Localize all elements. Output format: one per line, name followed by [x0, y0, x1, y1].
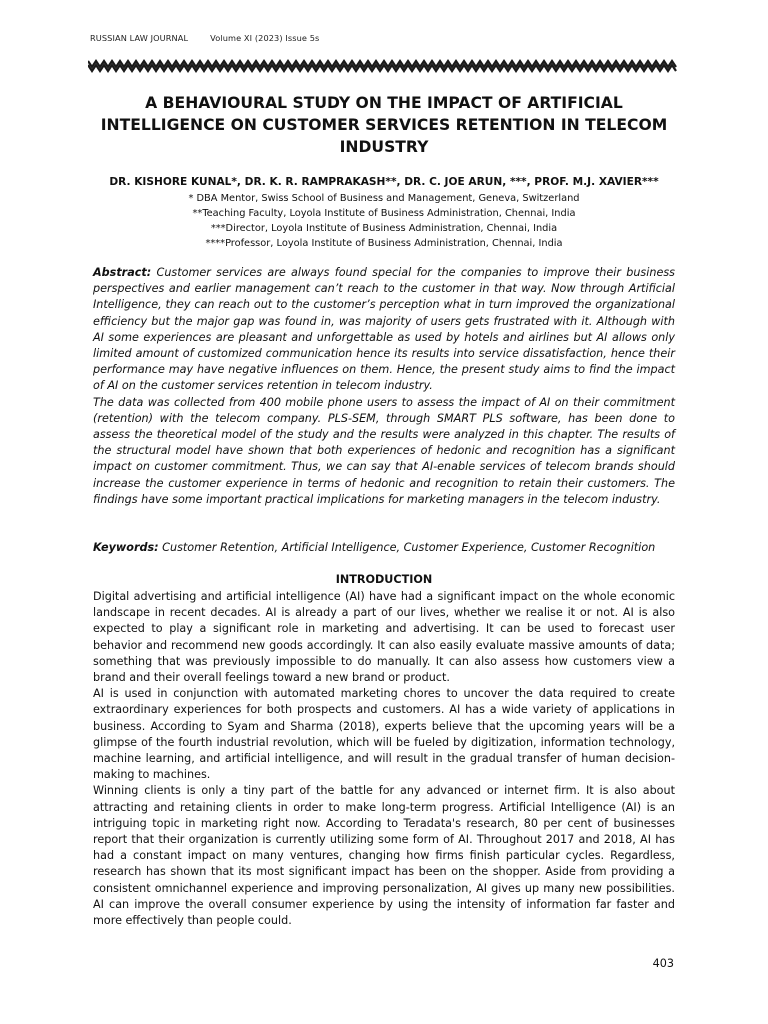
affiliations	[92, 191, 676, 251]
body-paragraph: AI is used in conjunction with automated marketing chores to uncover the data required to create extraordinary experiences for both prospects and customers. AI has a wide variety of applications in business. According to Syam and Sharma (2018), experts believe that the upcoming years will be a glimpse of the fourth industrial revolution, which will be fueled by digitization, information technology, machine learning, and artificial intelligence, and will result in the gradual transfer of human decision-making to machines.	[93, 687, 675, 782]
affiliation-line: **Teaching Faculty, Loyola Institute of Business Administration, Chennai, India	[192, 208, 576, 219]
affiliation-line: ****Professor, Loyola Institute of Business Administration, Chennai, India	[205, 238, 563, 249]
journal-name: RUSSIAN LAW JOURNAL	[90, 33, 189, 43]
affiliation-line: * DBA Mentor, Swiss School of Business and Management, Geneva, Switzerland	[188, 193, 580, 204]
abstract-section	[93, 265, 675, 508]
affiliation-line: ***Director, Loyola Institute of Business Administration, Chennai, India	[210, 223, 558, 234]
keywords-text: Customer Retention, Artificial Intelligence, Customer Experience, Customer Recognition	[158, 541, 656, 554]
author-list: DR. KISHORE KUNAL*, DR. K. R. RAMPRAKASH**, DR. C. JOE ARUN, ***, PROF. M.J. XAVIER***	[109, 176, 659, 188]
keywords-label: Keywords:	[93, 541, 159, 554]
abstract-paragraph	[93, 265, 675, 395]
paper-title: A BEHAVIOURAL STUDY ON THE IMPACT OF ARTIFICIAL INTELLIGENCE ON CUSTOMER SERVICES RETENTION IN TELECOM INDUSTRY	[100, 94, 668, 156]
zigzag-divider-icon	[88, 58, 678, 74]
section-heading-introduction: INTRODUCTION	[335, 573, 433, 586]
abstract-label: Abstract:	[93, 266, 152, 279]
page-number: 403	[652, 957, 674, 970]
body-paragraph: Winning clients is only a tiny part of the battle for any advanced or internet firm. It is also about attracting and retaining clients in order to make long-term progress. Artificial Intelligence (AI) is an intriguing topic in marketing right now. According to Teradata's research, 80 per cent of businesses report that their organization is currently utilizing some form of AI. Throughout 2017 and 2018, AI has had a constant impact on many ventures, changing how firms finish particular cycles. Regardless, research has shown that its most significant impact has been on the shopper. Aside from providing a consistent omnichannel experience and improving personalization, AI gives up many new possibilities. AI can improve the overall consumer experience by using the intensity of information far faster and more effectively than people could.	[93, 784, 675, 928]
abstract-paragraph: The data was collected from 400 mobile phone users to assess the impact of AI on their commitment (retention) with the telecom company. PLS-SEM, through SMART PLS software, has been done to assess the theoretical model of the study and the results were analyzed in this chapter. The results of the structural model have shown that both experiences of hedonic and recognition has a significant impact on customer commitment. Thus, we can say that AI-enable services of telecom brands should increase the customer experience in terms of hedonic and recognition to retain their customers. The findings have some important practical implications for marketing managers in the telecom industry.	[93, 395, 675, 506]
abstract-text: Customer services are always found special for the companies to improve their business perspectives and earlier management can’t reach to the customer in that way. Now through Artificial Intelligence, they can reach out to the customer’s perception what in turn improved the organizational efficiency but the major gap was found in, was majority of users gets frustrated with it. Although with AI some experiences are pleasant and unforgettable as used by hotels and airlines but AI allows only limited amount of customized communication hence its results into service dissatisfaction, hence their performance may have negative influences on them. Hence, the present study aims to find the impact of AI on the customer services retention in telecom industry.	[93, 266, 675, 393]
keywords-line	[93, 541, 675, 554]
introduction-body	[93, 589, 675, 929]
body-paragraph: Digital advertising and artificial intelligence (AI) have had a significant impact on the whole economic landscape in recent decades. AI is already a part of our lives, whether we realise it or not. AI is also expected to play a significant role in marketing and advertising. It can be used to forecast user behavior and recommend new goods accordingly. It can also easily evaluate massive amounts of data; something that was previously impossible to do manually. It can also assess how customers view a brand and their overall feelings toward a new brand or product.	[93, 590, 675, 685]
running-header	[90, 33, 319, 43]
volume-issue: Volume XI (2023) Issue 5s	[210, 33, 320, 43]
